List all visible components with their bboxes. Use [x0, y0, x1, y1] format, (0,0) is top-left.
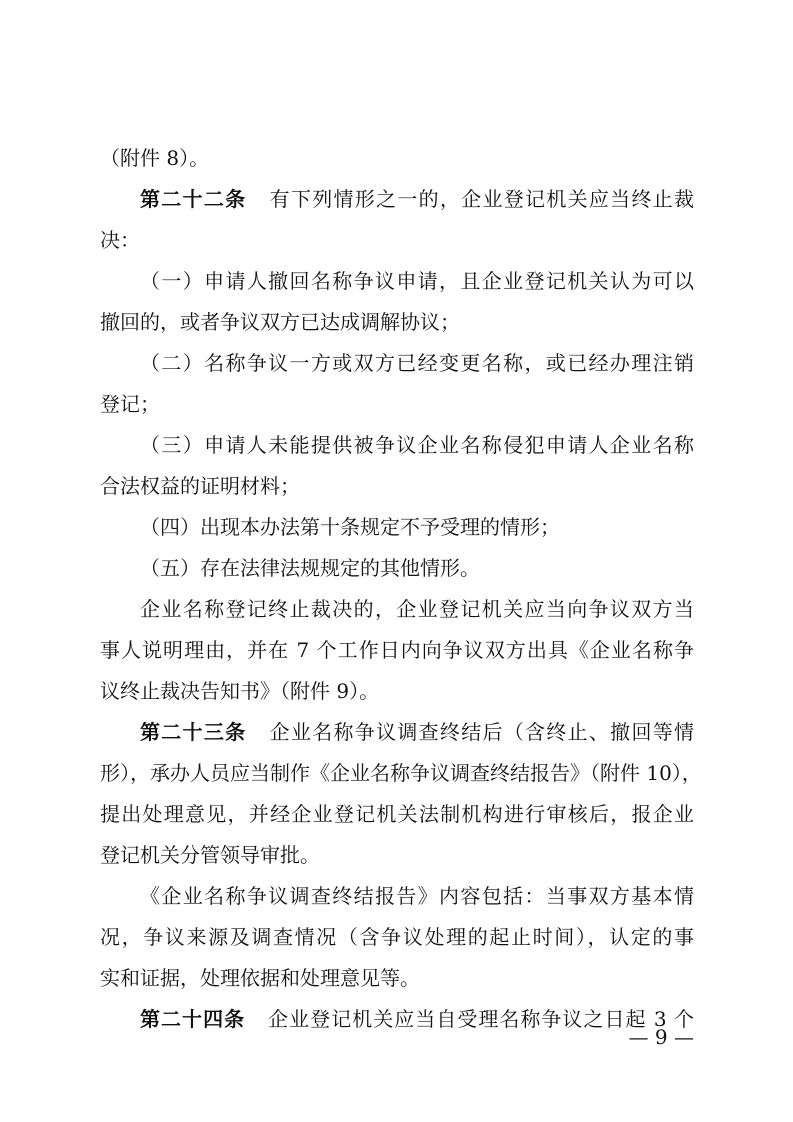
article-23-line [140, 719, 694, 745]
article-24-heading: 第二十四条 [140, 1007, 246, 1031]
article-22-line [140, 186, 694, 212]
list-item-5: （五）存在法律法规规定的其他情形。 [140, 556, 480, 580]
paragraph-line: 实和证据，处理依据和处理意见等。 [100, 966, 420, 990]
text-line: （附件 8）。 [100, 146, 210, 170]
article-24-text: 企业登记机关应当自受理名称争议之日起 3 个 [267, 1007, 694, 1031]
paragraph-line: 提出处理意见，并经企业登记机关法制机构进行审核后，报企业 [100, 802, 694, 826]
paragraph-line: 《企业名称争议调查终结报告》内容包括：当事双方基本情 [140, 884, 694, 908]
page-number: — 9 — [628, 1025, 694, 1049]
list-item-1: （一）申请人撤回名称争议申请，且企业登记机关认为可以 [140, 269, 694, 293]
text-line: 决： [100, 228, 140, 252]
paragraph-line: 登记机关分管领导审批。 [100, 843, 320, 867]
article-22-heading: 第二十二条 [140, 187, 247, 211]
list-item-3-continued: 合法权益的证明材料； [100, 474, 300, 498]
paragraph-line: 企业名称登记终止裁决的，企业登记机关应当向争议双方当 [140, 597, 694, 621]
paragraph-line: 况，争议来源及调查情况（含争议处理的起止时间），认定的事 [100, 925, 694, 949]
list-item-3: （三）申请人未能提供被争议企业名称侵犯申请人企业名称 [140, 433, 694, 457]
paragraph-line: 事人说明理由，并在 7 个工作日内向争议双方出具《企业名称争 [100, 638, 694, 662]
list-item-2: （二）名称争议一方或双方已经变更名称，或已经办理注销 [140, 351, 694, 375]
paragraph-line: 形），承办人员应当制作《企业名称争议调查终结报告》（附件 10）， [100, 761, 702, 785]
article-23-heading: 第二十三条 [140, 720, 247, 744]
paragraph-line: 议终止裁决告知书》（附件 9）。 [100, 679, 380, 703]
article-22-text: 有下列情形之一的，企业登记机关应当终止裁 [268, 187, 695, 211]
list-item-4: （四）出现本办法第十条规定不予受理的情形； [140, 515, 560, 539]
list-item-2-continued: 登记； [100, 392, 160, 416]
list-item-1-continued: 撤回的，或者争议双方已达成调解协议； [100, 310, 460, 334]
article-23-text: 企业名称争议调查终结后（含终止、撤回等情 [268, 720, 695, 744]
article-24-line [140, 1006, 694, 1032]
